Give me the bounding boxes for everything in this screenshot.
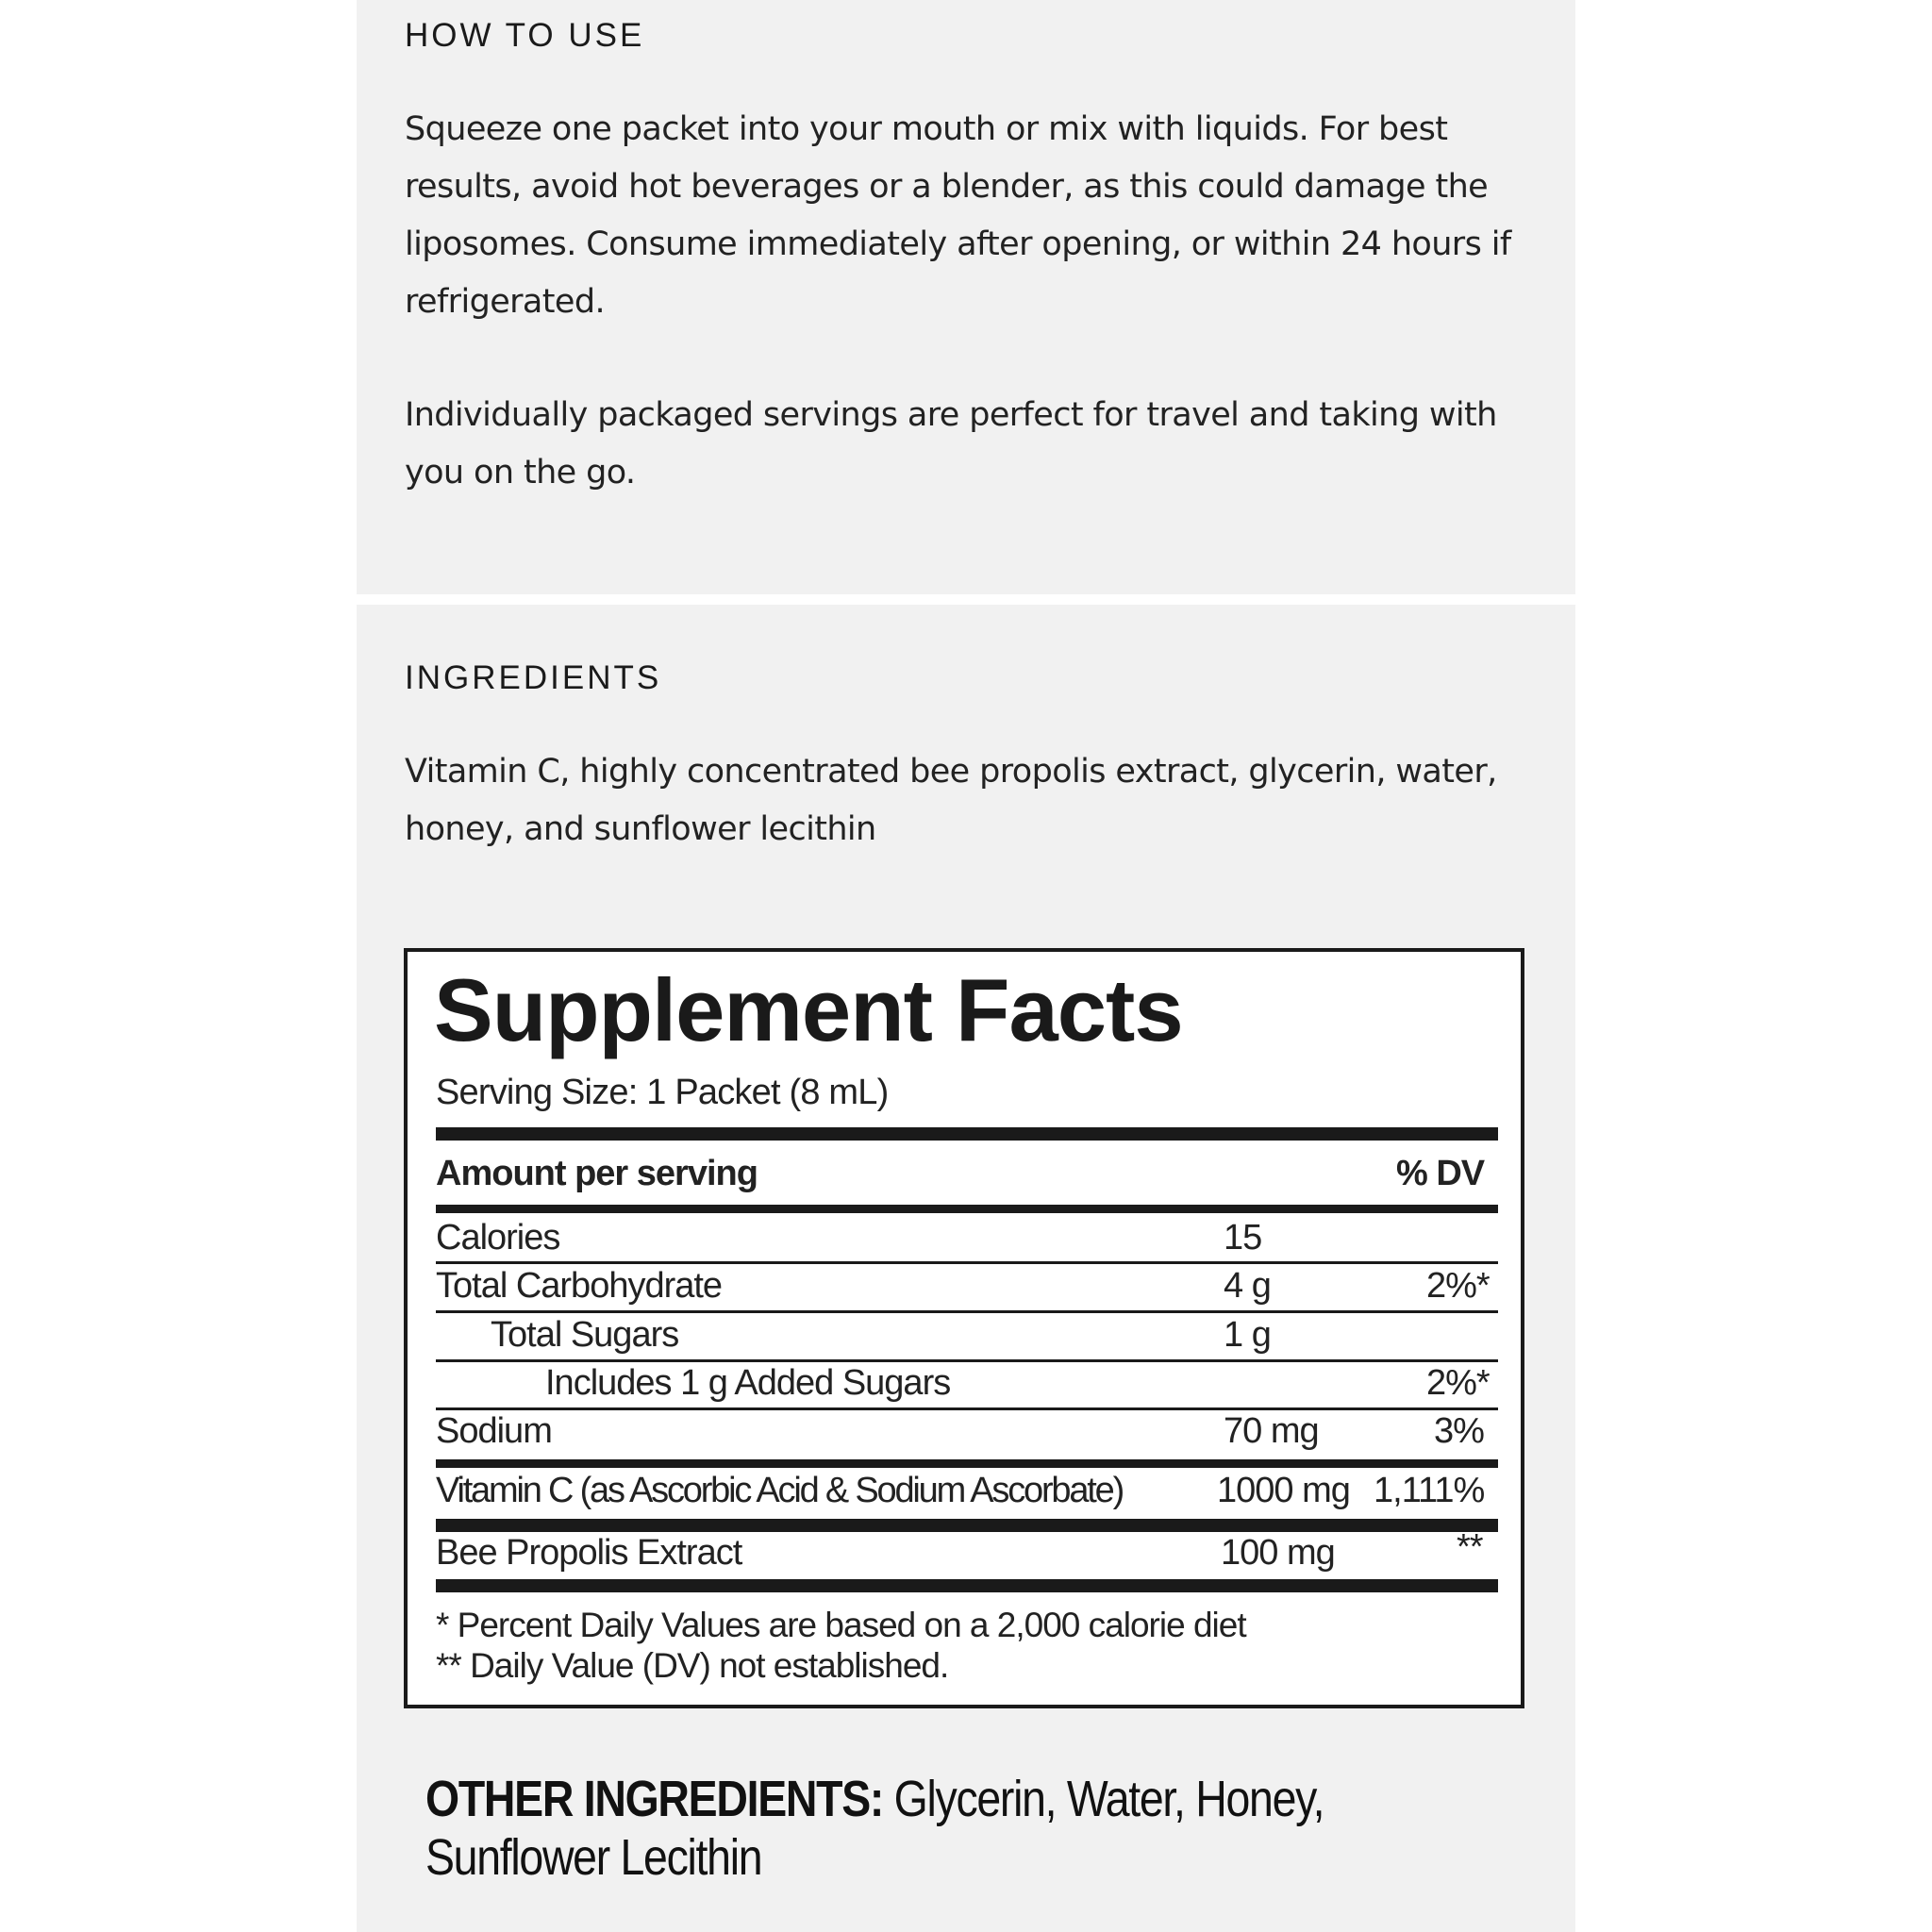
supplement-facts-label: [404, 948, 1524, 1708]
footnote-percent-dv: * Percent Daily Values are based on a 2,000 calorie diet: [436, 1606, 1246, 1644]
facts-row-dv: 2%*: [1426, 1363, 1490, 1403]
facts-row-name: Vitamin C (as Ascorbic Acid & Sodium Ascorbate): [436, 1471, 1124, 1510]
facts-row-amount: 100 mg: [1221, 1533, 1335, 1573]
facts-row-name: Total Carbohydrate: [436, 1266, 723, 1306]
divider-thick: [436, 1579, 1498, 1592]
ingredients-text: Vitamin C, highly concentrated bee propolis extract, glycerin, water, honey, and sunflower lecithin: [405, 753, 1497, 848]
facts-row-amount: 4 g: [1224, 1266, 1271, 1306]
divider-thick: [436, 1519, 1498, 1532]
supplement-facts-title: Supplement Facts: [434, 960, 1183, 1059]
how-to-use-heading: HOW TO USE: [405, 17, 645, 54]
footnote-dv-not-established: ** Daily Value (DV) not established.: [436, 1646, 949, 1685]
facts-row-name: Bee Propolis Extract: [436, 1533, 742, 1573]
how-to-use-panel: [357, 0, 1575, 594]
divider-thick: [436, 1127, 1498, 1141]
dv-header: % DV: [1396, 1154, 1485, 1193]
other-ingredients-label: OTHER INGREDIENTS:: [425, 1771, 884, 1827]
facts-row-dv: 2%*: [1426, 1266, 1490, 1306]
facts-row-name: Calories: [436, 1218, 560, 1257]
facts-row-name: Total Sugars: [491, 1315, 679, 1355]
divider-thin: [436, 1407, 1498, 1410]
divider-medium: [436, 1459, 1498, 1468]
facts-row-amount: 15: [1224, 1218, 1262, 1257]
facts-row-dv: 1,111%: [1374, 1471, 1485, 1510]
divider-thin: [436, 1261, 1498, 1264]
facts-row-amount: 70 mg: [1224, 1411, 1319, 1451]
facts-row-name: Sodium: [436, 1411, 552, 1451]
facts-row-dv: 3%: [1434, 1411, 1484, 1451]
how-to-use-paragraph-2: Individually packaged servings are perfect for travel and taking with you on the go.: [405, 396, 1497, 491]
divider-thin: [436, 1359, 1498, 1362]
facts-row-dv: **: [1457, 1527, 1483, 1567]
how-to-use-paragraph-1: Squeeze one packet into your mouth or mix with liquids. For best results, avoid hot beverages or a blender, as this could damage the liposomes. Consume immediately after opening, or within 24 hours if refrigerated.: [405, 110, 1511, 321]
other-ingredients-text: Glycerin, Water, Honey, Sunflower Lecithin: [425, 1771, 1324, 1886]
facts-row-amount: 1000 mg: [1217, 1471, 1350, 1510]
amount-per-serving-header: Amount per serving: [436, 1154, 758, 1193]
facts-row-amount: 1 g: [1224, 1315, 1271, 1355]
divider-medium: [436, 1205, 1498, 1213]
facts-row-name: Includes 1 g Added Sugars: [545, 1363, 951, 1403]
ingredients-heading: INGREDIENTS: [405, 659, 662, 696]
serving-size: Serving Size: 1 Packet (8 mL): [436, 1073, 889, 1112]
other-ingredients: [425, 1770, 1383, 1887]
divider-thin: [436, 1310, 1498, 1313]
